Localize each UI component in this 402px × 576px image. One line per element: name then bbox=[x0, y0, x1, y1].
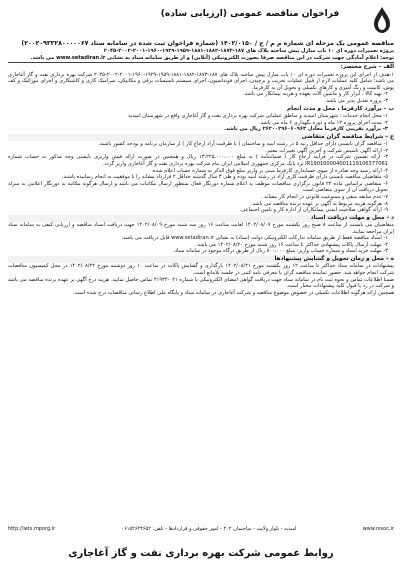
section-e-paragraph-2: ضمنا اطلاعات تماس و نحوه ثبت نام در سامانه ستاد جهت دریافت گواهی امضای الکترونیکی با شماره ۰۲۱-۴۱۹۳۴ تماس حاصل نمایید. هزینه درج آگهی بر عهده برنده مناقصه می باشد و شرکت در رد یا قبول کلیه پیشنهادات مختار است. bbox=[8, 276, 394, 290]
section-c-item-6: ۶- متقاضی براساس ماده ۲۲ قانون برگزاری مناقصات موظف به اعلام شماره دورنگار فعال بمنظور ارسال مکاتبات می باشد و ارسال هرگونه مکاتبه به دورنگار اعلامی به منزله تحویل دریافت آن از سوی متقاضی است. bbox=[8, 180, 388, 194]
nisoc-link[interactable]: www.nisoc.ir bbox=[362, 526, 394, 532]
divider bbox=[8, 62, 394, 63]
tender-number-line: مناقصه عمومی یک مرحله ای شماره م م / ج / ۱۴۰۲/۰۱۵۰ (شماره فراخوان ثبت شده در سامانه ستاد ۲۰۰۲۰۹۳۲۲۸۰۰۰۰۰۶۷) bbox=[21, 40, 394, 47]
section-c-item-7: ۷- عدم سابقه منفی و ممنوعیت قانونی در انجام کار مشابه . bbox=[260, 193, 388, 200]
section-c-item-5: ۵- متقاضیان مناقصه بایستی دارای ظرفیت کاری آزاد در رشته ابنیه بوده و طی ۳ سال گذشته حداقل ۲ قرارداد مشابه را با موفقیت به انجام رسانیده باشند. bbox=[61, 174, 388, 181]
project-title-line: پروژه تعمیرات دوره ای ۱۰ باب منازل پیش ساخته پلاک های ۱۸۷-۱۸۷۳-۱۸۸۲-۱۸۸۱-۱۹۵۹-۱۹۲۹-۱۹۶۰-۲۰۰۱-۲۰۰۲-۲۰۴۵ bbox=[103, 48, 394, 54]
section-c-item-2: ۲- ارائه آگهی تاسیس شرکت و آخرین آگهی تغییرات معتبر. bbox=[264, 147, 388, 154]
section-d-paragraph: متقاضیان می بایست از ساعت ۸ صبح روز یکشنبه مورخ ۱۴۰۲/۰۸/۰۷ لغایت ساعت ۱۶ روز سه شنبه مورخ ۱۴۰۲/۰۸/۰۹ جهت دریافت اسناد مناقصه و ارزیابی کیفی به سامانه ستاد ایران مراجعه نمایند. bbox=[8, 222, 394, 235]
section-b-item-3: ۳- برآورد تقریبی کارفرما معادل ۲۶۲۰۰۲۹۶۰۶۰۹۶۳ ریال می باشد. bbox=[224, 126, 388, 133]
section-c-item-3: ۳- ارائه تضمین شرکت در فرآیند ارجاع کار ( ضمانتنامه ) به مبلغ ۱۳،۲۲۵،۰۰۰،۰۰۰ ریال و همچنین در صورت ارائه فیش واریزی بایستی وجه مذکور به حساب شماره IR190100004001119106377061 نزد بانک مرکزی جمهوری اسلامی ایران بنام شرکت بهره برداری نفت و گاز آغاجاری واریز گردد. bbox=[8, 154, 388, 167]
notice-body bbox=[8, 40, 394, 296]
section-d-title: د – محل و مهلت دریافت اسناد bbox=[8, 215, 394, 222]
section-a-title: الف – شرح مختصر: bbox=[340, 64, 394, 71]
notice-header bbox=[0, 0, 402, 40]
section-c-title: ج – شرایط مناقصه گران متقاضی bbox=[8, 134, 394, 141]
company-logo-icon bbox=[370, 6, 394, 34]
section-b-item-1: ۱- محل انجام خدمات : شهرستان امیدیه و مناطق عملیاتی شرکت بهره برداری نفت و گاز آغاجاری واقع در شهرستان امیدیه bbox=[128, 112, 388, 119]
section-e-title: ه – محل و زمان تحویل و گشایش پیشنهادها bbox=[8, 256, 394, 263]
section-b-title: ب – برآورد کارفرما ، محل و مدت انجام bbox=[287, 105, 394, 112]
section-c-item-1: ۱- مناقصه گران بایستی دارای حداقل رتبه ۵ در رشته ابنیه و ساختمان ( با ظرفیت آزاد ارجاع کار ) از سازمان برنامه و بودجه کشور باشند. bbox=[98, 141, 388, 148]
address-text: امیدیه - بلوار ولایت - ساختمان ۲۰۲ - امور حقوقی و قراردادها - تلفن: ۰۶۱۵۲۶۲۴۶۵۲ bbox=[121, 526, 297, 532]
public-relations-signature: روابط عمومی شرکت بهره برداری نفت و گاز آغاجاری bbox=[68, 548, 334, 559]
contact-links bbox=[8, 526, 394, 532]
section-a-paragraph: ۱-هدف از اجرای این پروژه تعمیرات دوره ای ۱۰ باب منازل پیش ساخته پلاک های ۱۸۷-۱۸۷۳-۱۸۸۲-۱۸۸۱-۱۹۵۹-۱۹۲۹-۱۹۶۰-۲۰۰۱-۲۰۰۲-۲۰۴۵ شرکت بهره برداری نفت و گاز آغاجاری می باشد؛ شامل کلیه عملیات لازم از قبیل عملیات تخریب و برچیدن، اجرای فونداسیون، اجرای سیستم تاسیسات برقی و مکانیکی، سرامیک کاری و کاشیکاری و اجرای موزائیک و کف پوش، کابینت و رنگ آمیزی و کارهای تکمیلی و تحویل آن به کارفرما. bbox=[8, 71, 395, 91]
section-e-paragraph-1: پیشنهادات در سامانه ستاد حداکثر تا ساعت ۱۲ روز یکشنبه مورخ ۱۴۰۲/۰۸/۲۱ بارگذاری و گشایش پاکات در ساعت ۱۰ روز دوشنبه مورخ ۱۴۰۲/۰۸/۲۲ در محل کمیسیون مناقصات شرکت انجام خواهد شد. حضور نماینده مناقصه گران با معرفی نامه کتبی در جلسه بلامانع است. bbox=[8, 263, 395, 277]
section-e-paragraph-3: همچنین ارائه هرگونه اطلاعات تکمیلی در خصوص موضوع مناقصه و شرکت آغاجاری در سامانه ستاد و پایگاه ملی اطلاع رسانی مناقصات درج شده است. bbox=[73, 289, 394, 296]
section-c-item-4: ۴- ارائه رسید وجه صادره از سوی حسابداری کارفرما مبنی بر واریز مبلغ فوق الذکر به شماره حساب اعلام شده. bbox=[151, 167, 388, 174]
section-a-item-2: ۲- تهیه کالا ، ابزار کار و ماشین آلات بعهده و هزینه پیمانکار می باشد. bbox=[243, 91, 388, 98]
section-d-item-2: ۲- مهلت ارسال پاکات پیشنهادی حداکثر تا ساعت ۱۶ روز شنبه مورخ ۱۴۰۲/۰۸/۲۰ می باشد. bbox=[195, 241, 388, 248]
notice-title: فراخوان مناقصه عمومی (ارزیابی ساده) bbox=[160, 9, 340, 19]
section-c-item-9: ۹- ارائه گواهی صلاحیت ایمنی پیمانکاران از اداره کار و تامین اجتماعی. bbox=[239, 207, 388, 214]
iets-link[interactable]: http://iets.mporg.ir bbox=[8, 526, 56, 532]
section-b-item-2: ۲- مدت اجرای پروژه ۱۲ ماه و دوره نگهداری ۶ ماه می باشد. bbox=[259, 119, 388, 126]
section-d-item-1: ۱- اسناد مناقصه فقط از طریق سامانه تدارکات الکترونیکی دولت (ستاد) به نشانی www.setadiran.ir قابل دریافت می باشد. bbox=[121, 235, 388, 242]
section-c-item-8: ۸- هرگونه هزینه مربوط به آگهی بر عهده برنده مناقصه می باشد. bbox=[250, 200, 388, 207]
registration-notice: توجه: اعلام آمادگی جهت شرکت در این مناقصه صرفا بصورت الکترونیکی (آنلاین) و از طریق سامانه ستاد به نشانی www.setadiran.ir می باشد. bbox=[30, 54, 394, 61]
section-d-item-3: ۳- مهلت خرید اسناد و شماره حساب واریز: مبلغ ۸۰۰،۰۰۰ ریال از طریق درگاه موجود در سامانه ستاد. bbox=[173, 248, 388, 255]
section-a-item-3: ۳- پروژه تعدیل پذیر می باشد. bbox=[324, 97, 388, 104]
